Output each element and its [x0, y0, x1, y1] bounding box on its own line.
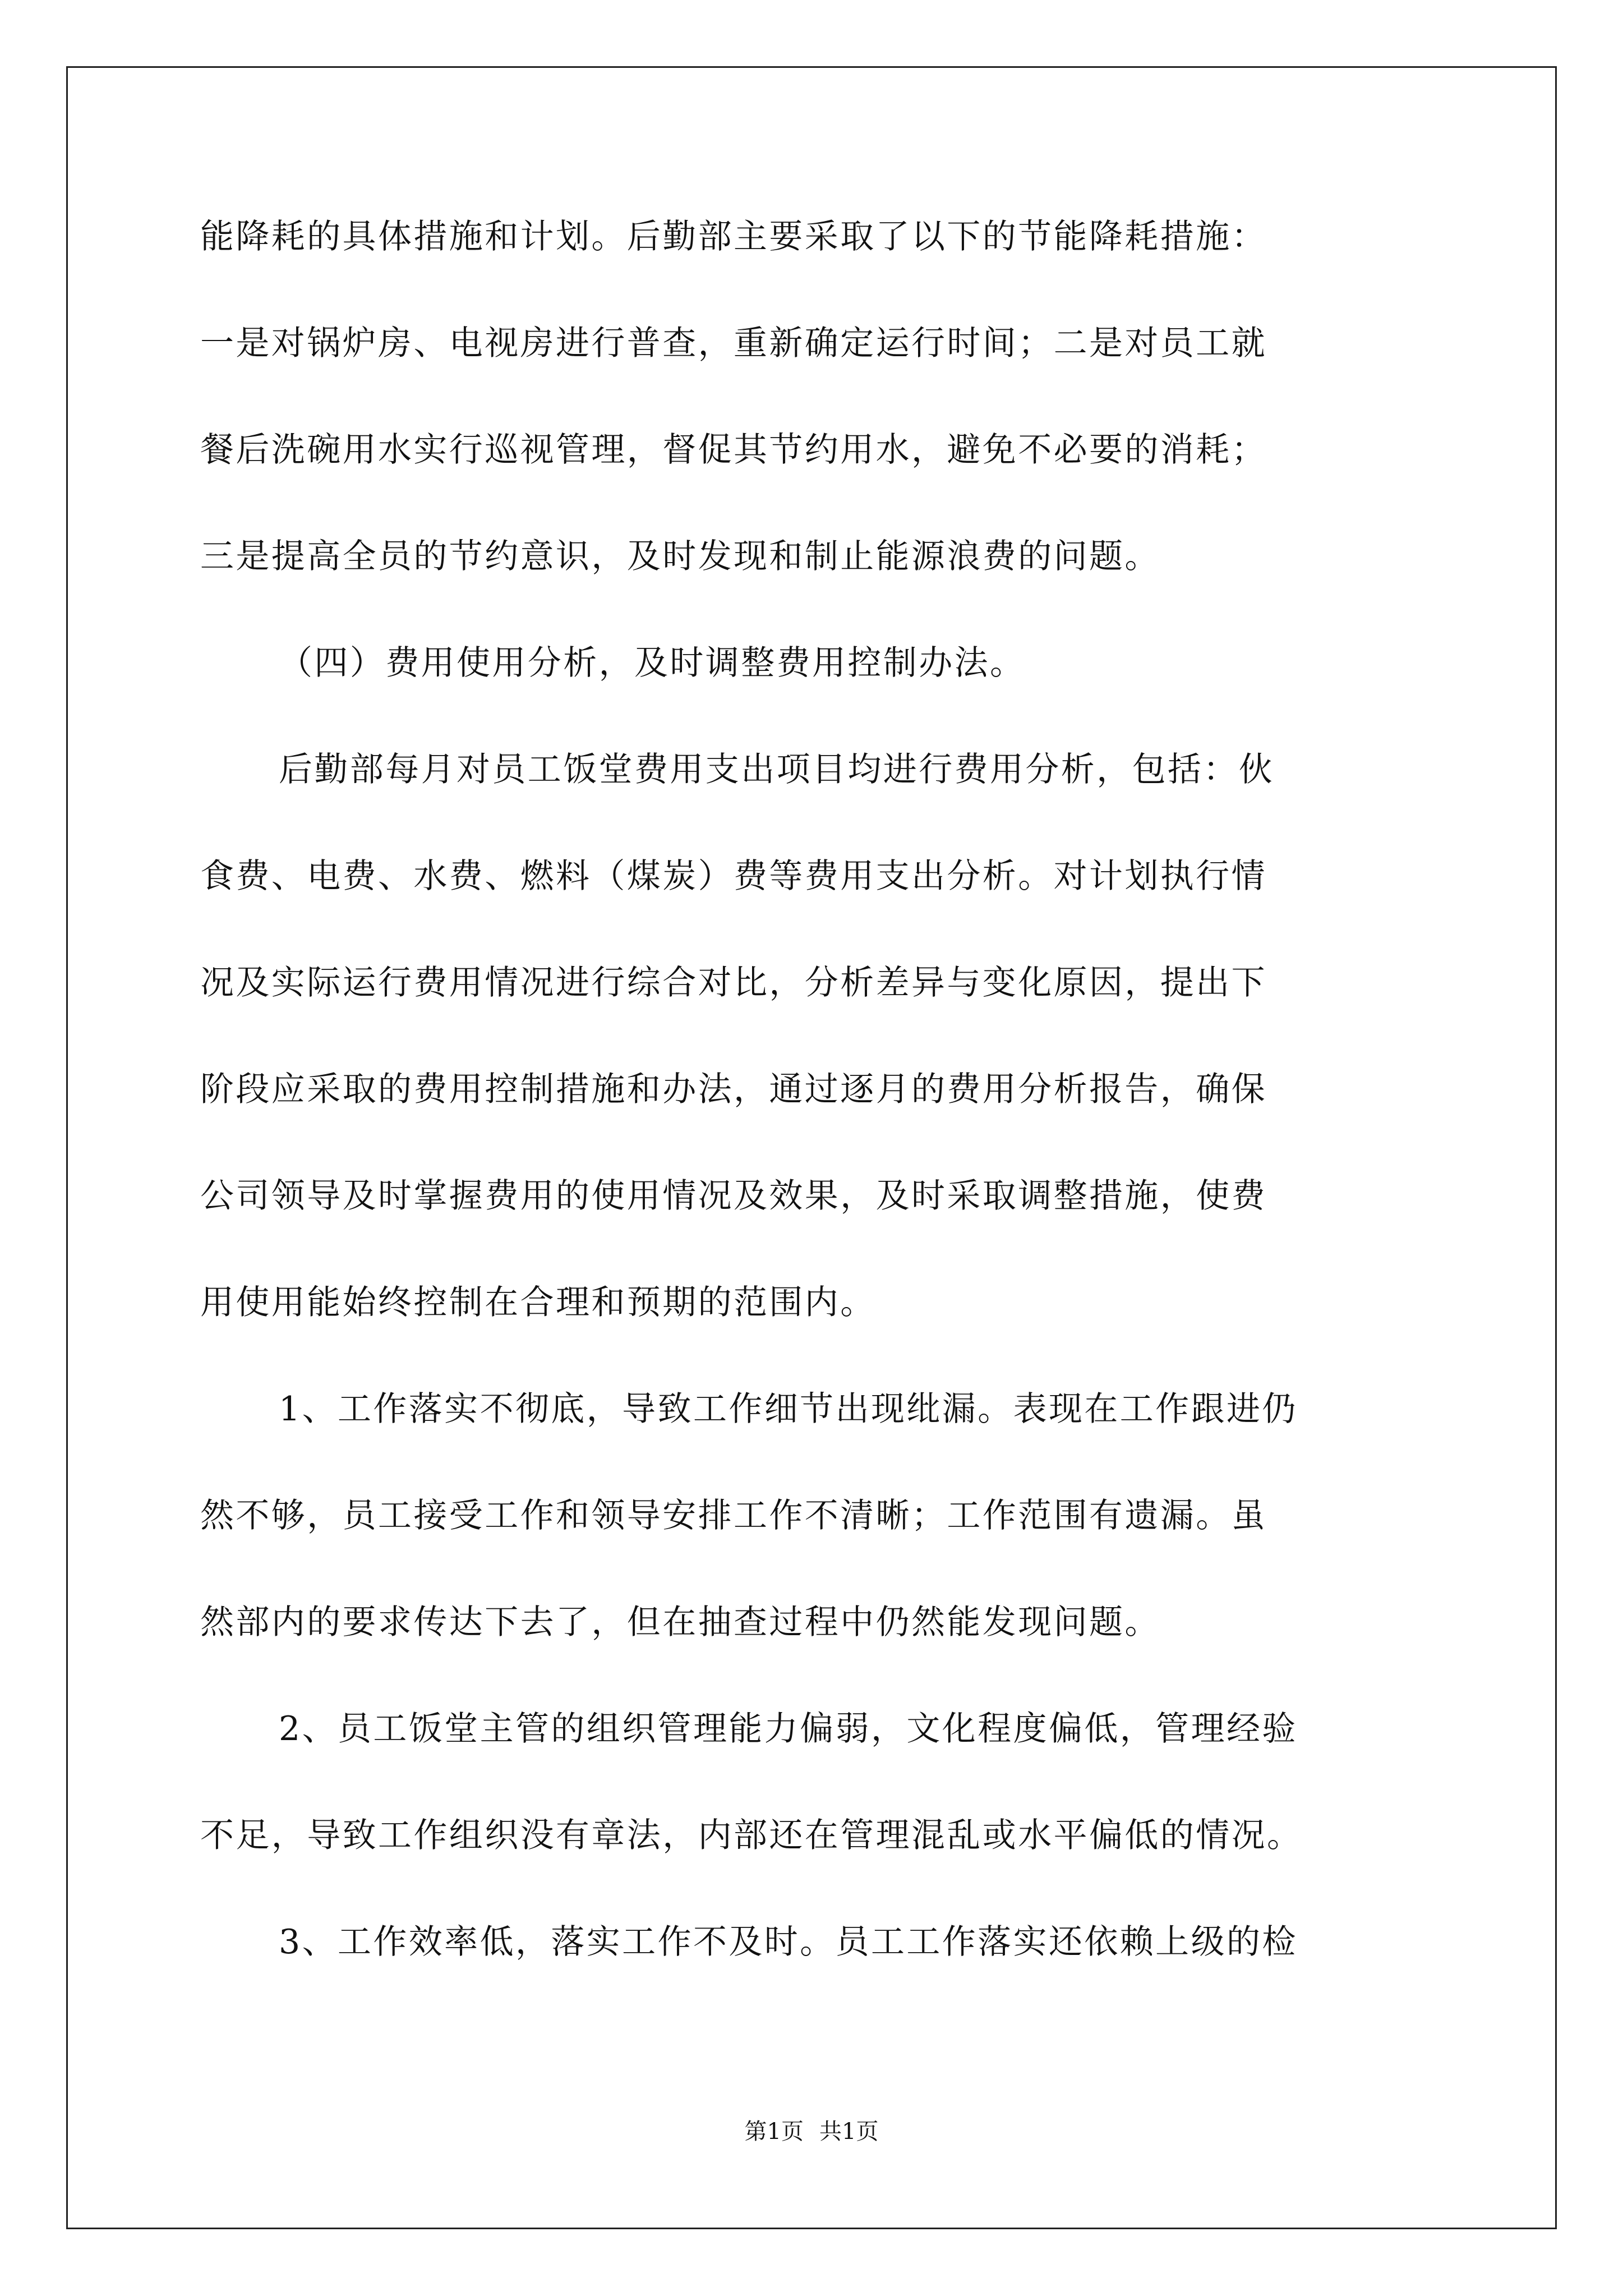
text-line: 三是提高全员的节约意识，及时发现和制止能源浪费的问题。	[200, 537, 1160, 576]
text-line: 况及实际运行费用情况进行综合对比，分析差异与变化原因，提出下	[200, 963, 1267, 1002]
text-line: 能降耗的具体措施和计划。后勤部主要采取了以下的节能降耗措施：	[200, 217, 1267, 256]
page-total: 共1页	[819, 2119, 879, 2145]
text-line: 食费、电费、水费、燃料（煤炭）费等费用支出分析。对计划执行情	[200, 857, 1267, 896]
page-number: 第1页	[744, 2119, 804, 2145]
text-line: 2、员工饭堂主管的组织管理能力偏弱，文化程度偏低，管理经验	[279, 1709, 1298, 1749]
text-line: 然部内的要求传达下去了，但在抽查过程中仍然能发现问题。	[200, 1603, 1160, 1642]
text-line: 3、工作效率低，落实工作不及时。员工工作落实还依赖上级的检	[279, 1922, 1298, 1962]
text-line: 然不够，员工接受工作和领导安排工作不清晰；工作范围有遗漏。虽	[200, 1496, 1267, 1535]
page-footer	[0, 2118, 1623, 2146]
text-line: 不足，导致工作组织没有章法，内部还在管理混乱或水平偏低的情况。	[200, 1816, 1303, 1855]
section-heading: （四）费用使用分析，及时调整费用控制办法。	[279, 643, 1026, 683]
text-line: 公司领导及时掌握费用的使用情况及效果，及时采取调整措施，使费	[200, 1176, 1267, 1216]
text-line: 一是对锅炉房、电视房进行普查，重新确定运行时间；二是对员工就	[200, 324, 1267, 363]
text-line: 1、工作落实不彻底，导致工作细节出现纰漏。表现在工作跟进仍	[279, 1389, 1298, 1429]
page-border	[66, 66, 1557, 2229]
text-line: 阶段应采取的费用控制措施和办法，通过逐月的费用分析报告，确保	[200, 1070, 1267, 1109]
text-line: 后勤部每月对员工饭堂费用支出项目均进行费用分析，包括：伙	[279, 750, 1275, 789]
text-line: 餐后洗碗用水实行巡视管理，督促其节约用水，避免不必要的消耗；	[200, 430, 1267, 470]
text-line: 用使用能始终控制在合理和预期的范围内。	[200, 1283, 876, 1322]
